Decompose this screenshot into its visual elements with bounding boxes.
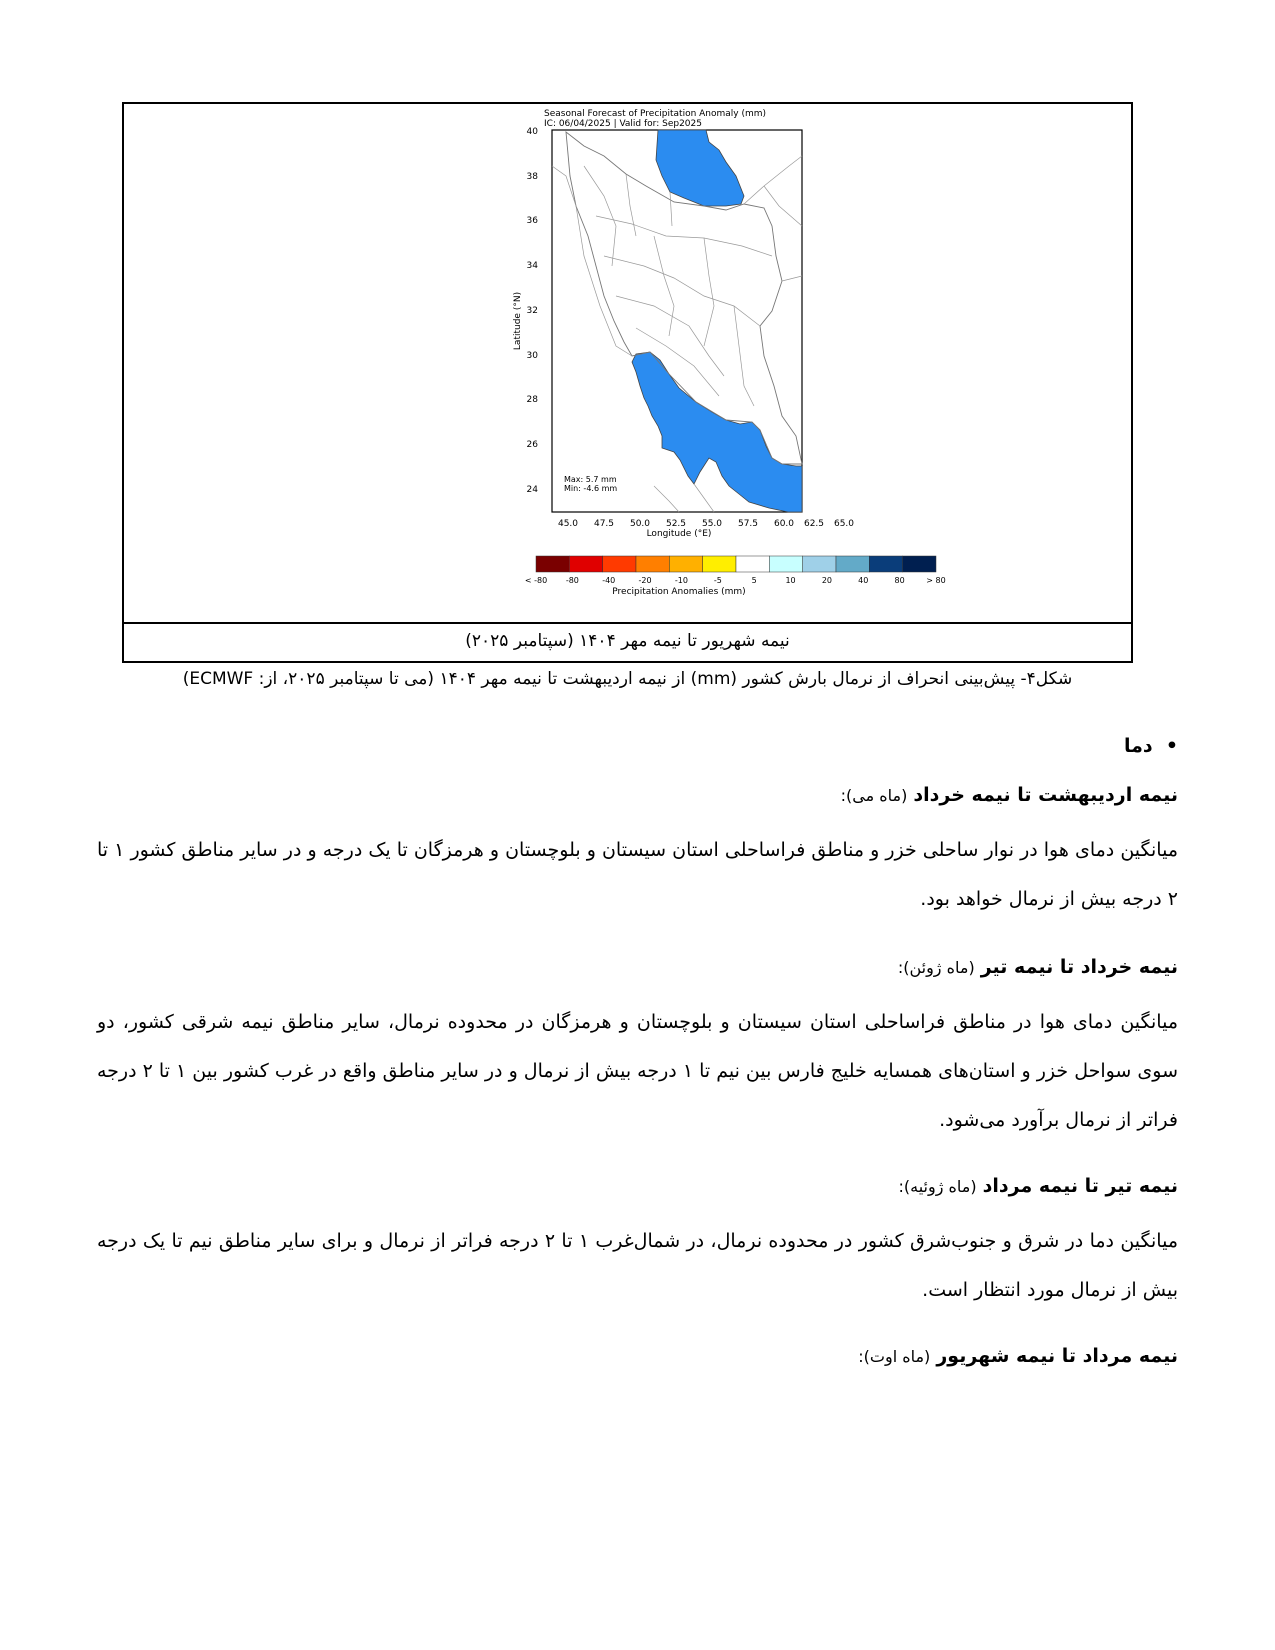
figure-caption: شکل۴- پیش‌بینی انحراف از نرمال بارش کشور (mm) از نیمه اردیبهشت تا نیمه مهر ۱۴۰۴ (می تا سپتامبر ۲۰۲۵، از: ECMWF) xyxy=(182,669,1073,689)
period-heading-month: (ماه اوت): xyxy=(858,1347,931,1366)
x-axis-label: Longitude (°E) xyxy=(646,529,712,539)
period-heading-title: نیمه تیر تا نیمه مرداد xyxy=(982,1175,1178,1197)
colorbar-tick: < -80 xyxy=(524,576,548,585)
period-heading-title: نیمه مرداد تا نیمه شهریور xyxy=(936,1345,1178,1367)
colorbar-swatch xyxy=(536,556,569,572)
period-heading-title: نیمه اردیبهشت تا نیمه خرداد xyxy=(913,784,1178,806)
colorbar-tick: 5 xyxy=(751,576,757,585)
y-tick: 36 xyxy=(526,216,538,226)
colorbar-tick: -20 xyxy=(638,576,652,585)
y-tick: 32 xyxy=(526,306,538,316)
paragraph-3: میانگین دما در شرق و جنوب‌شرق کشور در محدوده نرمال، در شمال‌غرب ۱ تا ۲ درجه فراتر از نرمال و برای سایر مناطق نیم تا یک درجه بیش از نرمال مورد انتظار است. xyxy=(97,1230,1178,1301)
colorbar-tick: 10 xyxy=(785,576,796,585)
x-tick: 50.0 xyxy=(629,519,651,529)
stat-max: Max: 5.7 mm xyxy=(564,475,617,484)
x-tick: 57.5 xyxy=(737,519,759,529)
x-tick: 52.5 xyxy=(665,519,687,529)
period-heading-title: نیمه خرداد تا نیمه تیر xyxy=(980,956,1178,978)
x-tick: 47.5 xyxy=(593,519,615,529)
paragraph-1: میانگین دمای هوا در نوار ساحلی خزر و مناطق فراساحلی استان سیستان و بلوچستان و هرمزگان تا یک درجه و در سایر مناطق کشور ۱ تا ۲ درجه بیش از نرمال خواهد بود. xyxy=(97,839,1178,910)
figure-cell-caption: نیمه شهریور تا نیمه مهر ۱۴۰۴ (سپتامبر ۲۰۲۵) xyxy=(124,622,1131,661)
period-heading-4 xyxy=(858,1345,1178,1367)
x-tick: 62.5 xyxy=(803,519,825,529)
colorbar-swatch xyxy=(803,556,836,572)
colorbar-swatch xyxy=(736,556,769,572)
y-axis xyxy=(513,127,538,495)
colorbar-swatch xyxy=(603,556,636,572)
paragraph-2: میانگین دمای هوا در مناطق فراساحلی استان سیستان و بلوچستان و هرمزگان در محدوده نرمال، سایر مناطق نیمه شرقی کشور، دو سوی سواحل خزر و استان‌های همسایه خلیج فارس بین نیم تا ۱ درجه بیش از نرمال و در سایر مناطق واقع در غرب کشور بین ۱ تا ۲ درجه فراتر از نرمال برآورد می‌شود. xyxy=(97,1011,1179,1131)
x-axis xyxy=(558,519,854,539)
y-tick: 38 xyxy=(526,172,538,182)
y-tick: 28 xyxy=(526,395,538,405)
y-axis-label: Latitude (°N) xyxy=(513,291,523,351)
colorbar-swatch xyxy=(769,556,802,572)
precipitation-anomaly-map xyxy=(404,106,946,606)
period-heading-2 xyxy=(898,956,1178,978)
period-heading-month: (ماه ژوئیه): xyxy=(898,1177,977,1196)
colorbar-swatch xyxy=(569,556,602,572)
y-tick: 24 xyxy=(526,485,538,495)
colorbar-tick: 80 xyxy=(894,576,905,585)
map-title-line2: IC: 06/04/2025 | Valid for: Sep2025 xyxy=(544,119,702,129)
y-tick: 26 xyxy=(526,440,538,450)
colorbar-tick: -80 xyxy=(565,576,579,585)
colorbar-swatch xyxy=(636,556,669,572)
colorbar-tick: -40 xyxy=(602,576,616,585)
period-heading-3 xyxy=(899,1175,1179,1197)
stat-min: Min: -4.6 mm xyxy=(564,484,618,493)
figure-frame xyxy=(122,102,1133,663)
y-tick: 34 xyxy=(526,261,538,271)
period-heading-month: (ماه می): xyxy=(840,786,908,805)
colorbar-tick: 40 xyxy=(858,576,869,585)
section-title xyxy=(1124,735,1178,757)
x-tick: 65.0 xyxy=(833,519,855,529)
period-heading-month: (ماه ژوئن): xyxy=(897,958,975,977)
colorbar-swatch xyxy=(703,556,736,572)
y-tick: 30 xyxy=(526,351,538,361)
colorbar-tick: -10 xyxy=(674,576,688,585)
colorbar-swatch xyxy=(869,556,902,572)
y-tick: 40 xyxy=(526,127,538,137)
colorbar-swatch xyxy=(836,556,869,572)
period-heading-1 xyxy=(841,784,1178,806)
x-tick: 45.0 xyxy=(557,519,579,529)
section-title-text: دما xyxy=(1123,735,1153,757)
colorbar-swatch xyxy=(669,556,702,572)
x-tick: 60.0 xyxy=(773,519,795,529)
colorbar-swatch xyxy=(903,556,936,572)
colorbar-label: Precipitation Anomalies (mm) xyxy=(612,587,746,597)
colorbar-tick: 20 xyxy=(821,576,833,585)
bullet-icon: • xyxy=(1165,735,1178,757)
colorbar xyxy=(525,556,946,585)
colorbar-tick: -5 xyxy=(713,576,722,585)
map-title-line1: Seasonal Forecast of Precipitation Anomaly (mm) xyxy=(544,109,767,119)
x-tick: 55.0 xyxy=(701,519,723,529)
colorbar-tick: > 80 xyxy=(926,576,946,585)
